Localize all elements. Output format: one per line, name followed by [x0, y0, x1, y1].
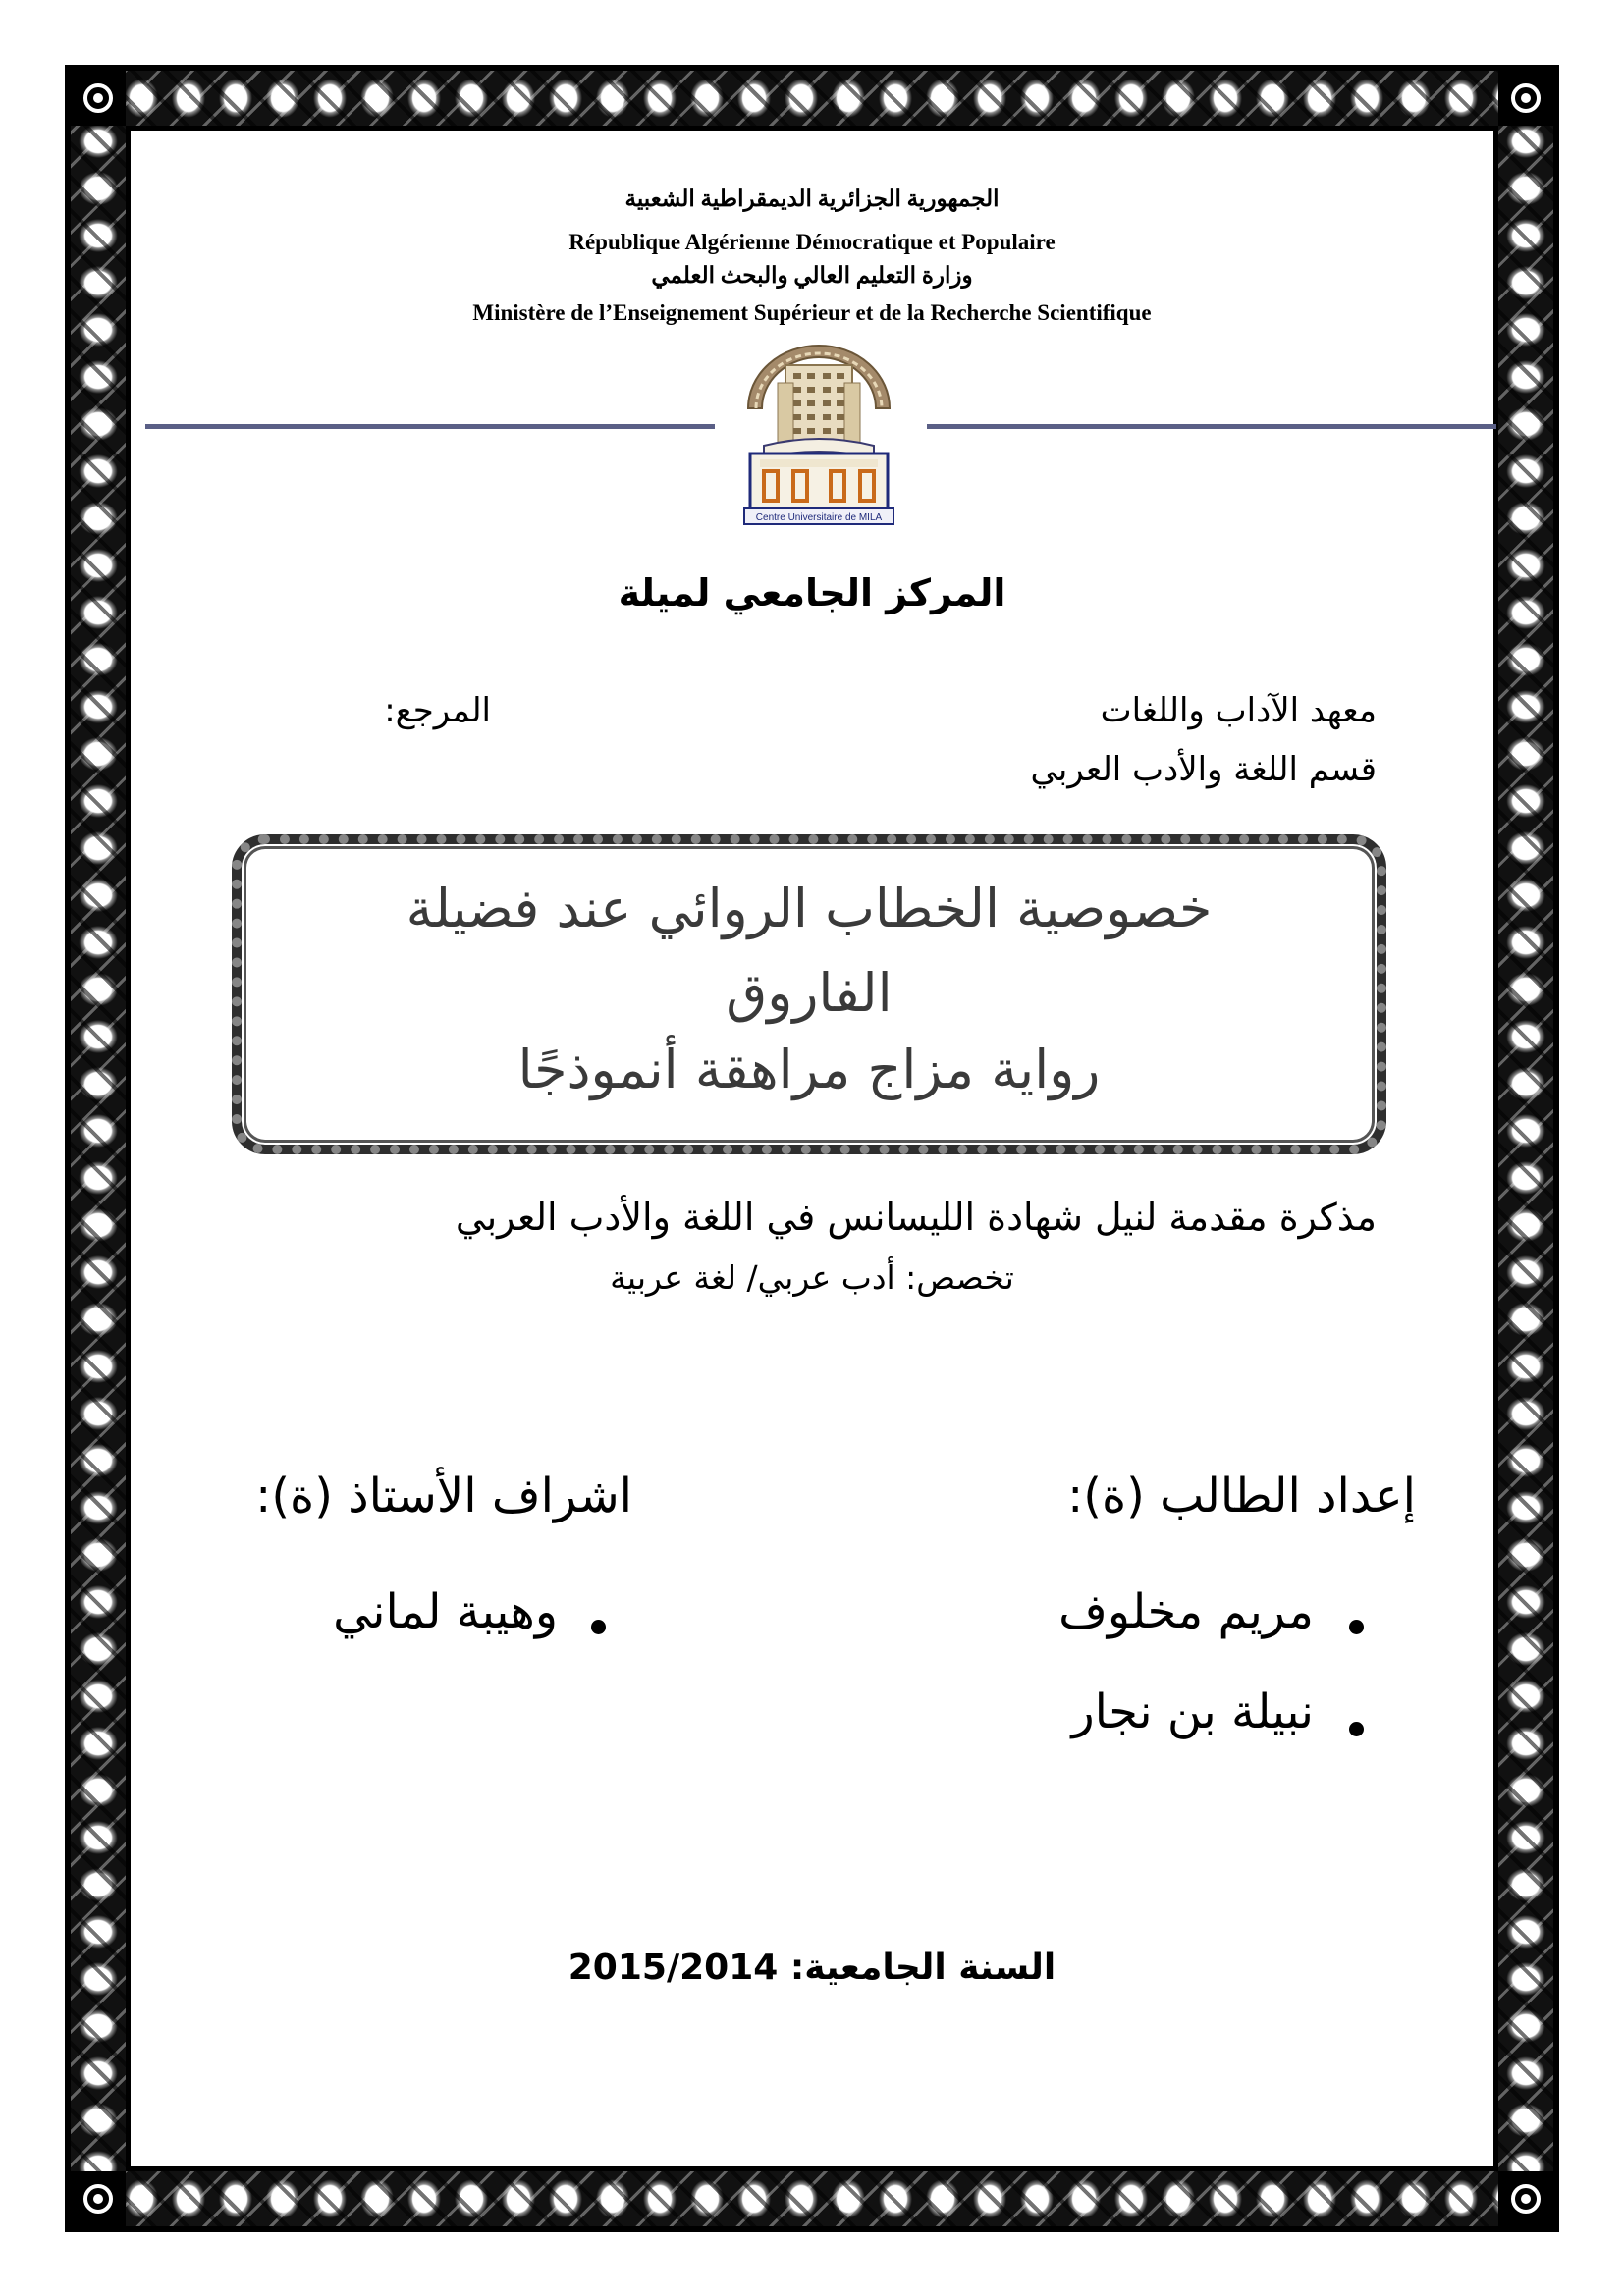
supervisor-name: وهيبة لماني: [333, 1584, 558, 1639]
corner-ornament-icon: [71, 2171, 126, 2226]
supervisor-label: اشراف الأستاذ (ة):: [255, 1468, 632, 1523]
thesis-title-line2: الفاروق: [726, 962, 893, 1024]
specialty: تخصص: أدب عربي/ لغة عربية: [610, 1258, 1014, 1297]
university-logo: [734, 340, 903, 526]
thesis-title-line1: خصوصية الخطاب الروائي عند فضيلة: [406, 878, 1213, 939]
institute-name: معهد الآداب واللغات: [1100, 691, 1377, 730]
republic-arabic: الجمهورية الجزائرية الديمقراطية الشعبية: [624, 187, 1000, 211]
bullet-icon: [1349, 1722, 1364, 1736]
corner-ornament-icon: [71, 71, 126, 126]
frame-band-bottom: [71, 2171, 1553, 2226]
student-name: مريم مخلوف: [1058, 1584, 1314, 1639]
frame-band-top: [71, 71, 1553, 126]
reference-label: المرجع:: [384, 691, 491, 730]
header-rule-right: [927, 424, 1496, 429]
bullet-icon: [1349, 1620, 1364, 1634]
republic-french: République Algérienne Démocratique et Populaire: [568, 230, 1056, 254]
department-name: قسم اللغة والأدب العربي: [1030, 750, 1377, 789]
frame-band-right: [1498, 71, 1553, 2226]
ministry-french: Ministère de l’Enseignement Supérieur et de la Recherche Scientifique: [472, 300, 1152, 325]
students-label: إعداد الطالب (ة):: [1067, 1468, 1416, 1523]
corner-ornament-icon: [1498, 2171, 1553, 2226]
academic-year: السنة الجامعية: 2015/2014: [568, 1948, 1056, 1988]
frame-band-left: [71, 71, 126, 2226]
corner-ornament-icon: [1498, 71, 1553, 126]
ministry-arabic: وزارة التعليم العالي والبحث العلمي: [651, 263, 973, 288]
bullet-icon: [591, 1620, 606, 1634]
header-rule-left: [145, 424, 715, 429]
thesis-title-box: [232, 834, 1386, 1154]
degree-statement: مذكرة مقدمة لنيل شهادة الليسانس في اللغة والأدب العربي: [455, 1196, 1377, 1239]
student-name: نبيلة بن نجار: [1071, 1684, 1314, 1739]
logo-caption: Centre Universitaire de MILA: [755, 512, 883, 523]
institution-name: المركز الجامعي لميلة: [618, 571, 1006, 614]
thesis-subtitle: رواية مزاج مراهقة أنموذجًا: [517, 1039, 1101, 1100]
